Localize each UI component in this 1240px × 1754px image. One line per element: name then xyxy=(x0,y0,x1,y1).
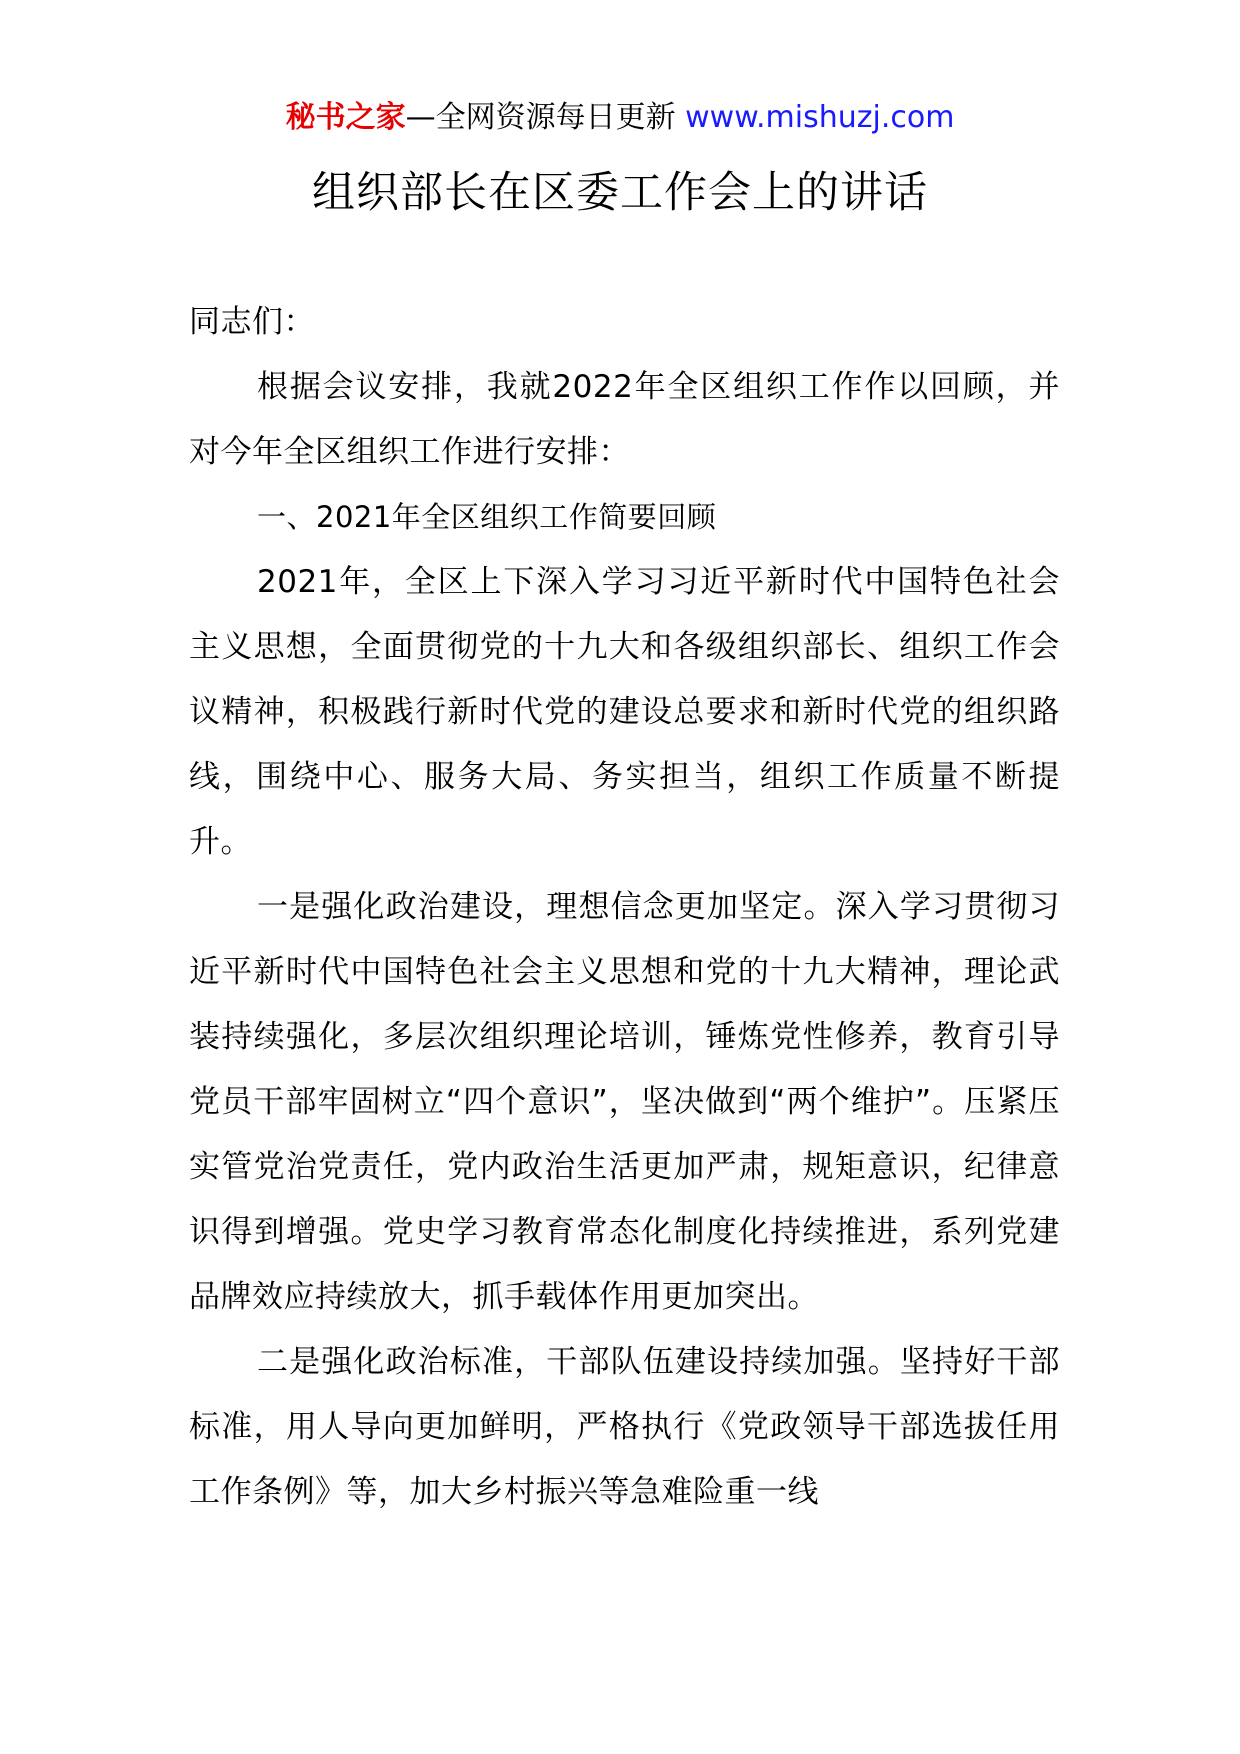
site-slogan: —全网资源每日更新 xyxy=(405,100,686,135)
body-paragraph: 二是强化政治标准，干部队伍建设持续加强。坚持好干部标准，用人导向更加鲜明，严格执行《党政领导干部选拔任用工作条例》等，加大乡村振兴等急难险重一线 xyxy=(189,1344,1060,1510)
section-heading: 一、2021年全区组织工作简要回顾 xyxy=(257,500,717,534)
site-header xyxy=(0,98,1240,138)
brand-name: 秘书之家 xyxy=(285,100,406,135)
site-url-link[interactable]: www.mishuzj.com xyxy=(685,100,955,135)
document-title: 组织部长在区委工作会上的讲话 xyxy=(312,168,928,218)
salutation: 同志们： xyxy=(189,304,315,340)
document-body xyxy=(189,290,1060,1525)
body-paragraph: 根据会议安排，我就2022年全区组织工作作以回顾，并对今年全区组织工作进行安排： xyxy=(189,369,1060,470)
body-paragraph: 一是强化政治建设，理想信念更加坚定。深入学习贯彻习近平新时代中国特色社会主义思想和党的十九大精神，理论武装持续强化，多层次组织理论培训，锤炼党性修养，教育引导党员干部牢固树立“四个意识”，坚决做到“两个维护”。压紧压实管党治党责任，党内政治生活更加严肃，规矩意识，纪律意识得到增强。党史学习教育常态化制度化持续推进，系列党建品牌效应持续放大，抓手载体作用更加突出。 xyxy=(189,889,1060,1315)
body-paragraph: 2021年，全区上下深入学习习近平新时代中国特色社会主义思想，全面贯彻党的十九大和各级组织部长、组织工作会议精神，积极践行新时代党的建设总要求和新时代党的组织路线，围绕中心、服务大局、务实担当，组织工作质量不断提升。 xyxy=(189,564,1060,860)
